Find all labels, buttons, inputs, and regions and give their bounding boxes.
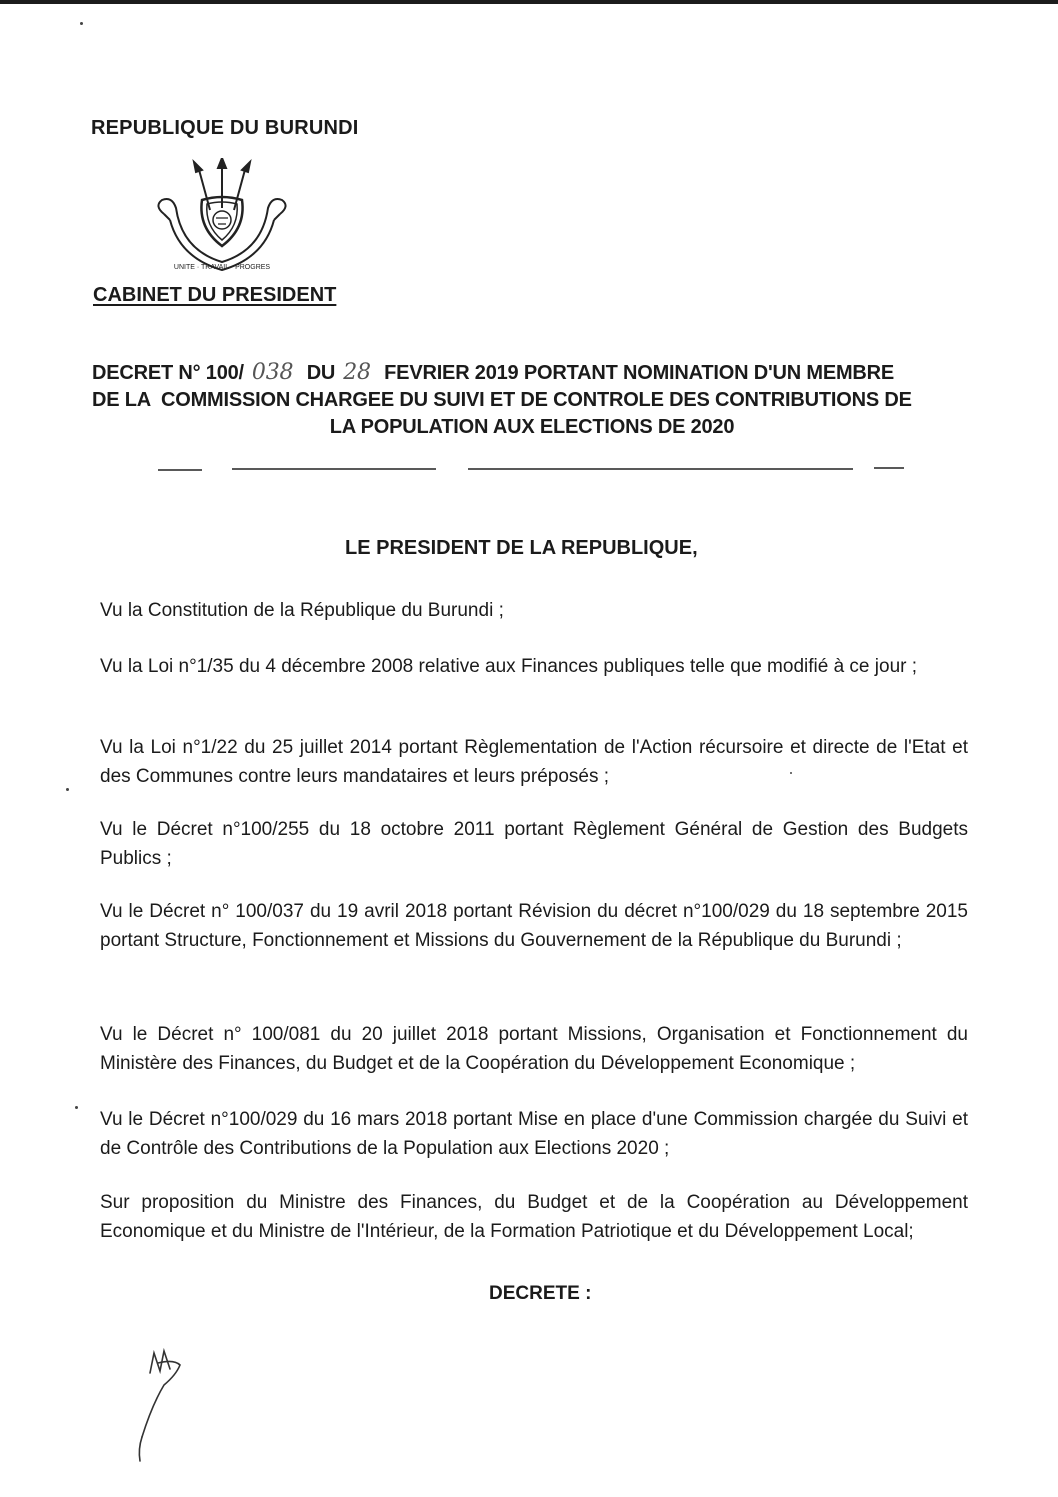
visa-loi-finances: Vu la Loi n°1/35 du 4 décembre 2008 relative aux Finances publiques telle que modifié à ce jour ; [100,656,918,677]
separator-rule [158,466,904,472]
decree-title-rest: FEVRIER 2019 PORTANT NOMINATION D'UN MEMBRE [384,362,895,384]
decree-title [92,359,972,441]
scan-speck [66,788,69,791]
proposition-paragraph: Sur proposition du Ministre des Finances, du Budget et de la Coopération au Développement Economique et du Ministre de l'Intérieur, de la Formation Patriotique et du Développement Local; [100,1192,968,1242]
decree-title-line-1 [92,359,972,387]
visa-decret-gouvernement: Vu le Décret n° 100/037 du 19 avril 2018 portant Révision du décret n°100/029 du 18 septembre 2015 portant Structure, Fonctionnement et Missions du Gouvernement de la République du Burundi ; [100,901,968,951]
country-heading: REPUBLIQUE DU BURUNDI [91,117,359,139]
svg-text:UNITE · TRAVAIL · PROGRES: UNITE · TRAVAIL · PROGRES [173,264,271,271]
decree-title-line-3: LA POPULATION AUX ELECTIONS DE 2020 [329,416,735,438]
scan-top-edge [0,0,1058,4]
cabinet-heading: CABINET DU PRESIDENT [93,284,337,306]
visa-decret-ministere: Vu le Décret n° 100/081 du 20 juillet 2018 portant Missions, Organisation et Fonctionnement du Ministère des Finances, du Budget et de la Coopération du Développement Economique ; [100,1024,968,1074]
decree-du: DU [306,362,336,384]
decrete-heading: DECRETE : [489,1283,592,1304]
scan-speck [80,22,83,25]
scan-speck [790,772,792,774]
visa-constitution: Vu la Constitution de la République du Burundi ; [100,600,504,621]
visa-decret-commission: Vu le Décret n°100/029 du 16 mars 2018 portant Mise en place d'une Commission chargée du Suivi et de Contrôle des Contributions de la Population aux Elections 2020 ; [100,1109,968,1159]
handwritten-decree-number: 038 [251,360,294,385]
visa-loi-action-recursoire: Vu la Loi n°1/22 du 25 juillet 2014 portant Règlementation de l'Action récursoire et directe de l'Etat et des Communes contre leurs mandataires et leurs préposés ; [100,737,968,787]
scan-speck [75,1106,78,1109]
decree-number-prefix: DECRET N° 100/ [92,362,244,384]
handwritten-initials [130,1345,200,1475]
burundi-coat-of-arms [150,158,295,280]
handwritten-day: 28 [343,360,371,385]
decree-title-line-2: DE LA COMMISSION CHARGEE DU SUIVI ET DE CONTROLE DES CONTRIBUTIONS DE [92,389,912,411]
president-heading: LE PRESIDENT DE LA REPUBLIQUE, [345,537,698,559]
visa-decret-budgets: Vu le Décret n°100/255 du 18 octobre 2011 portant Règlement Général de Gestion des Budgets Publics ; [100,819,968,869]
